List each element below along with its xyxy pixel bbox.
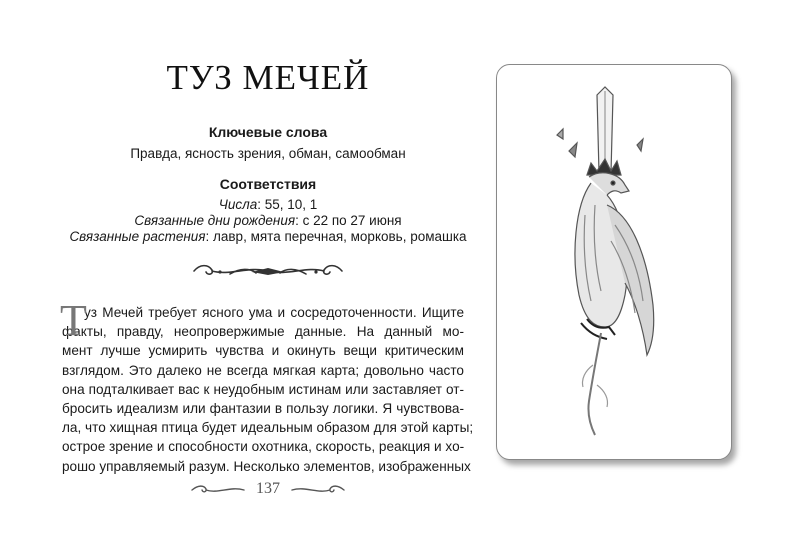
numbers-label: Числа	[218, 197, 258, 212]
birthdays-label: Связанные дни рождения	[134, 213, 296, 228]
page-number: 137	[256, 480, 280, 497]
footer-ornament-right	[290, 484, 346, 496]
body-paragraph	[60, 296, 474, 476]
correspondences-heading: Соответствия	[219, 176, 317, 192]
page-footer	[62, 478, 474, 502]
body-line: мент лучше усмирить чувства и окинуть вещи критическим	[62, 343, 464, 359]
tarot-card	[496, 64, 732, 460]
body-line: острое зрение и способности охотника, скорость, реакция и хо-	[62, 439, 465, 455]
eagle-sword-illustration	[497, 65, 731, 459]
body-line: бросить идеализм или фантазии в пользу логики. Я чувствова-	[62, 400, 464, 416]
birthdays-value: : с 22 по 27 июня	[295, 213, 402, 228]
keywords-heading: Ключевые слова	[208, 124, 328, 140]
plants-line	[62, 229, 474, 244]
body-line: факты, правду, неопровержимые данные. На данный мо-	[62, 324, 464, 340]
body-line: уз Мечей требует ясного ума и сосредоточенности. Ищите	[84, 305, 464, 320]
body-line: взглядом. Это далеко не всегда мягкая карта; довольно часто	[62, 362, 464, 378]
keywords-text: Правда, ясность зрения, обман, самообман	[130, 146, 406, 161]
numbers-value: : 55, 10, 1	[257, 197, 318, 212]
plants-value: : лавр, мята перечная, морковь, ромашка	[205, 229, 467, 244]
divider-ornament	[190, 262, 346, 280]
birthdays-line	[62, 213, 474, 228]
body-line: рошо управляемый разум. Несколько элементов, изображенных	[62, 458, 471, 474]
plants-label: Связанные растения	[69, 229, 206, 244]
body-line: ла, что хищная птица будет идеальным образом для этой карты;	[62, 420, 474, 436]
drop-cap: Т	[60, 296, 87, 345]
numbers-line	[62, 197, 474, 212]
body-line: она подталкивает вас к неудобным истинам или заставляет от-	[62, 381, 464, 397]
page-title: ТУЗ МЕЧЕЙ	[166, 58, 370, 97]
